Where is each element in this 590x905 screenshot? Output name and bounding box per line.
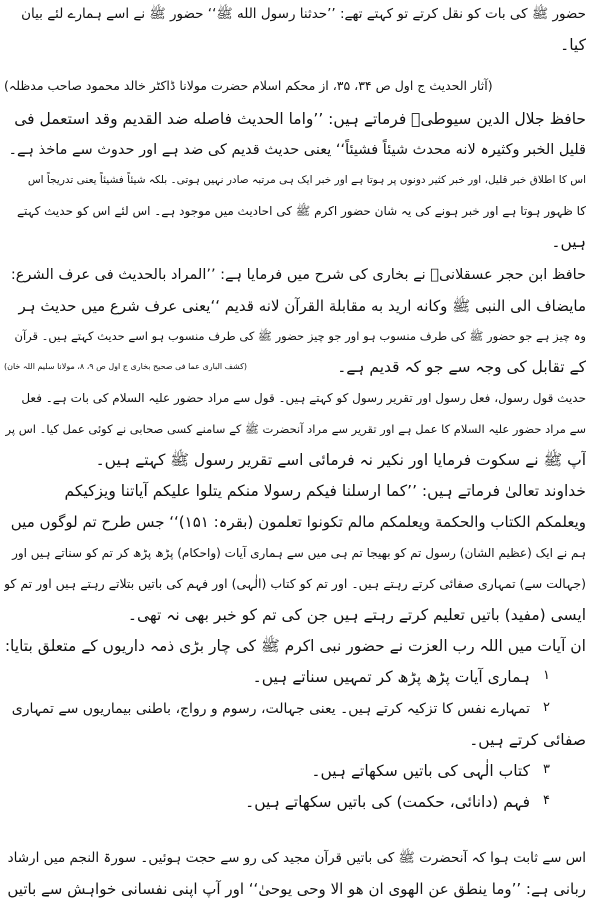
text-line: مایضاف الی النبی ﷺ وکانه ارید به مقابلة القرآن لانه قدیم ‘‘یعنی عرف شرع میں حدیث ہر [18,297,586,315]
list-number: ۲ [543,700,550,715]
text-line: ہیں۔ [551,233,586,251]
list-item: تمہارے نفس کا تزکیہ کرتے ہیں۔ یعنی جہالت، رسوم و رواج، باطنی بیماریوں سے تمہاری [11,701,530,717]
text-line: حدیث قول رسول، فعل رسول اور تقریر رسول کو کہتے ہیں۔ قول سے مراد حضور علیہ السلام کی بات ہے۔ فعل [21,391,586,405]
text-line: ان آیات میں اللہ رب العزت نے حضور نبی اکرم ﷺ کی چار بڑی ذمہ داریوں کے متعلق بتایا: [4,637,586,655]
text-line: حافظ ابن حجر عسقلانیؒ نے بخاری کی شرح میں فرمایا ہے: ’’المراد بالحدیث فی عرف الشرع: [10,267,586,283]
list-item: کتاب الٰہی کی باتیں سکھاتے ہیں۔ [311,762,530,780]
text-line: وہ چیز ہے جو حضور ﷺ کی طرف منسوب ہو اور جو چیز حضور ﷺ کی طرف منسوب ہو اسے حدیث کہتے ہیں۔ قرآن [14,329,586,343]
list-item: ہماری آیات پڑھ پڑھ کر تمہیں سناتے ہیں۔ [252,668,530,686]
text-line: خداوند تعالیٰ فرماتے ہیں: ’’کما ارسلنا فیکم رسولا منکم یتلوا علیکم آیاتنا ویزکیکم [64,482,586,500]
text-line: اس سے ثابت ہوا کہ آنحضرت ﷺ کی باتیں قرآن مجید کی رو سے حجت ہوئیں۔ سورۃ النجم میں ارشاد [7,850,586,866]
text-line: حافظ جلال الدین سیوطیؒ فرماتے ہیں: ’’واما الحدیث فاصله ضد القدیم وقد استعمل فی [14,110,586,128]
text-line: کیا۔ [560,36,586,54]
list-item: فہم (دانائی، حکمت) کی باتیں سکھاتے ہیں۔ [245,793,530,811]
list-number: ۴ [543,793,550,808]
text-line: سے مراد حضور علیہ السلام کا عمل ہے اور تقریر سے مراد آنحضرت ﷺ کے سامنے کسی صحابی نے کوئی عمل کیا۔ اس پر [5,422,586,436]
list-number: ۳ [543,762,550,777]
text-line: ہم نے ایک (عظیم الشان) رسول تم کو بھیجا تم ہی میں سے ہماری آیات (واحکام) پڑھ پڑھ کر تم کو سناتے ہیں اور [12,546,586,560]
list-item: صفائی کرتے ہیں۔ [469,731,586,749]
text-line: ویعلمکم الکتاب والحکمة ویعلمکم مالم تکونوا تعلمون (بقرہ: ۱۵۱)‘‘ جس طرح تم لوگوں میں [10,513,586,531]
text-line: حضور ﷺ کی بات کو نقل کرتے تو کہتے تھے: ’’حدثنا رسول الله ﷺ‘‘ حضور ﷺ نے اسے ہمارے لئے بیان [21,6,586,22]
text-line: (جہالت سے) تمہاری صفائی کرتے رہتے ہیں۔ اور تم کو کتاب (الٰہی) اور فہم کی باتیں بتلاتے رہتے ہیں اور تم کو [4,576,586,591]
text-line: آپ ﷺ نے سکوت فرمایا اور نکیر نہ فرمائی اسے تقریر رسول ﷺ کہتے ہیں۔ [95,451,586,469]
text-line: قلیل الخبر وکثیرہ لانه محدث شیئاً فشیئاً‘‘ یعنی حدیث قدیم کی ضد ہے اور حدوث سے ماخذ ہے۔ [8,142,586,158]
text-line: ایسی (مفید) باتیں تعلیم کرتے رہتے ہیں جن کی تم کو خبر بھی نہ تھی۔ [127,606,586,624]
text-line: اس کا اطلاق خبر قلیل، اور خبر کثیر دونوں پر ہوتا ہے اور خبر ایک ہی مرتبہ صادر نہیں ہوتی۔ بلکہ شیئاً فشیئاً یعنی تدریجاً اس [27,174,586,186]
citation: (آثار الحدیث ج اول ص ۳۴، ۳۵، از محکم اسلام حضرت مولانا ڈاکٹر خالد محمود صاحب مدظلہ) [4,78,493,93]
text-line: کا ظہور ہوتا ہے اور خبر ہونے کی یہ شان حضور اکرم ﷺ کی احادیث میں موجود ہے۔ اس لئے اس کو حدیث کہتے [16,204,586,218]
text-line: ربانی ہے: ’’وما ینطق عن الهوی ان هو الا وحی یوحیٰ‘‘ اور آپ اپنی نفسانی خواہش سے باتیں [7,880,586,898]
text-line: کے تقابل کی وجہ سے جو کہ قدیم ہے۔ [337,358,586,376]
list-number: ۱ [543,668,550,683]
citation: (کشف الباری عما فی صحیح بخاری ج اول ص ۹، ۸، مولانا سلیم اللہ خان) [4,362,248,371]
